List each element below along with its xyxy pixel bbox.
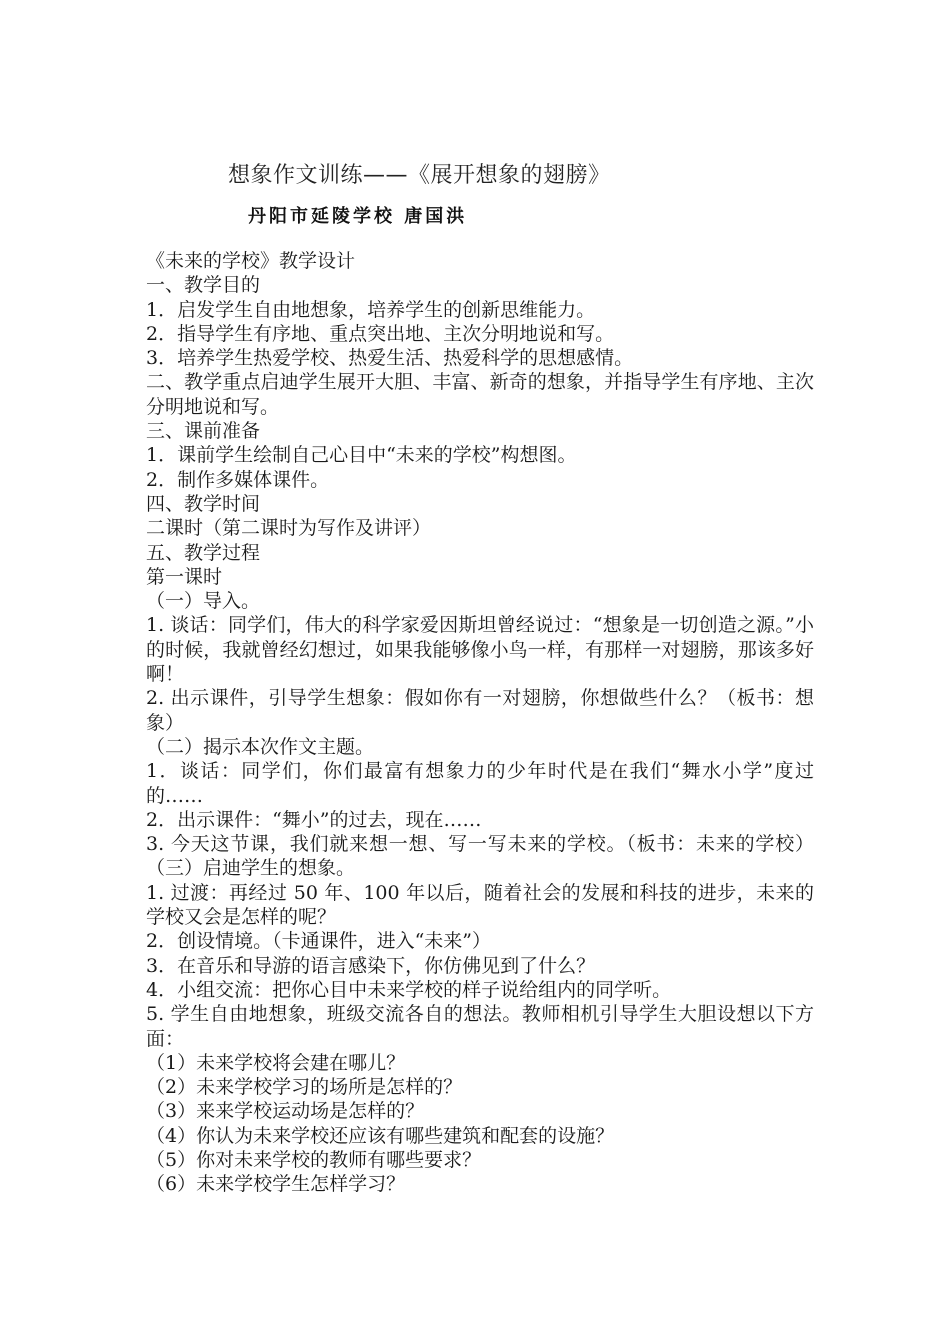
body-line: 1．启发学生自由地想象，培养学生的创新思维能力。 xyxy=(146,298,596,321)
body-line: 2．创设情境。（卡通课件，进入“未来”） xyxy=(146,930,492,953)
body-line: 1．课前学生绘制自己心目中“未来的学校”构想图。 xyxy=(146,444,577,467)
body-line: 2．制作多媒体课件。 xyxy=(146,468,330,491)
body-line: 2．指导学生有序地、重点突出地、主次分明地说和写。 xyxy=(146,322,615,345)
body-line: 一、教学目的 xyxy=(146,274,261,297)
body-line: （4）你认为未来学校还应该有哪些建筑和配套的设施？ xyxy=(146,1124,615,1147)
document-body xyxy=(146,249,814,1197)
body-line: 5. 学生自由地想象，班级交流各自的想法。教师相机引导学生大胆设想以下方面： xyxy=(146,1003,814,1050)
document-title: 想象作文训练——《展开想象的翅膀》 xyxy=(228,163,611,188)
body-line: 《未来的学校》教学设计 xyxy=(146,250,356,272)
body-line: 四、教学时间 xyxy=(146,492,261,515)
body-line: （5）你对未来学校的教师有哪些要求？ xyxy=(146,1148,482,1171)
body-line: 3. 今天这节课，我们就来想一想、写一写未来的学校。（板书：未来的学校）（三）启迪学生的想象。 xyxy=(146,833,814,880)
body-line: 3．在音乐和导游的语言感染下，你仿佛见到了什么？ xyxy=(146,954,596,977)
body-line: 2. 出示课件，引导学生想象：假如你有一对翅膀，你想做些什么？（板书：想象） xyxy=(146,687,814,734)
body-line: 1. 谈话：同学们，伟大的科学家爱因斯坦曾经说过：“想象是一切创造之源。”小的时候，我就曾经幻想过，如果我能够像小鸟一样，有那样一对翅膀，那该多好啊！ xyxy=(146,614,814,686)
body-line: 二课时（第二课时为写作及讲评） xyxy=(146,517,432,540)
body-line: 2．出示课件：“舞小”的过去，现在…… xyxy=(146,808,482,831)
document-author: 丹阳市延陵学校 唐国洪 xyxy=(248,206,468,227)
body-line: （2）未来学校学习的场所是怎样的？ xyxy=(146,1076,463,1099)
body-line: （一）导入。 xyxy=(146,590,261,613)
body-line: （3）来来学校运动场是怎样的？ xyxy=(146,1100,425,1123)
body-line: 第一课时 xyxy=(146,565,223,588)
body-line: 五、教学过程 xyxy=(146,541,261,564)
body-line: 1. 过渡：再经过 50 年、100 年以后，随着社会的发展和科技的进步，未来的学校又会是怎样的呢？ xyxy=(146,881,814,929)
body-line: 3．培养学生热爱学校、热爱生活、热爱科学的思想感情。 xyxy=(146,347,634,370)
body-line: （6）未来学校学生怎样学习？ xyxy=(146,1173,406,1196)
body-line: （二）揭示本次作文主题。 xyxy=(146,735,375,758)
body-line: （1）未来学校将会建在哪儿？ xyxy=(146,1051,406,1074)
body-line: 二、教学重点启迪学生展开大胆、丰富、新奇的想象，并指导学生有序地、主次分明地说和写。 xyxy=(146,371,814,418)
body-line: 4．小组交流：把你心目中未来学校的样子说给组内的同学听。 xyxy=(146,978,672,1001)
body-line: 三、课前准备 xyxy=(146,420,261,443)
body-line: 1．谈话：同学们，你们最富有想象力的少年时代是在我们“舞水小学”度过的…… xyxy=(146,760,814,807)
